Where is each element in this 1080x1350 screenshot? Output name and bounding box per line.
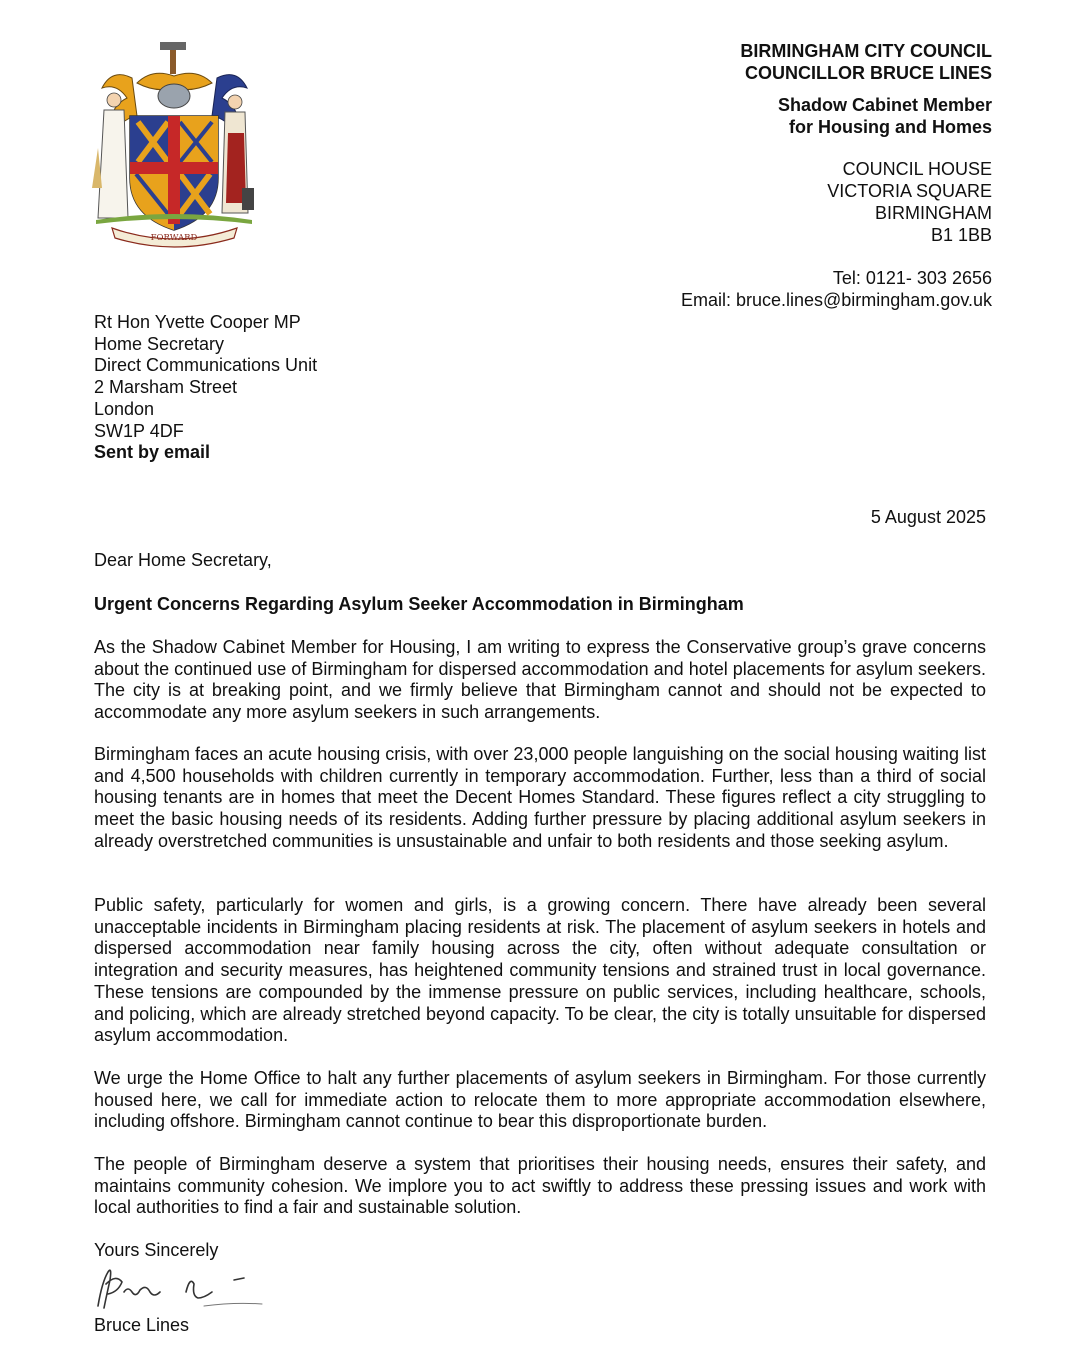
role-line-1: Shadow Cabinet Member [777, 95, 992, 115]
recipient-line: Home Secretary [94, 333, 225, 354]
role-line-2: for Housing and Homes [788, 117, 992, 137]
body-paragraph: As the Shadow Cabinet Member for Housing, I am writing to express the Conservative group’s grave concerns about the continued use of Birmingham for dispersed accommodation and hotel placements for asylum seekers. The city is at breaking point, and we firmly believe that Birmingham cannot and should not be expected to accommodate any more asylum seekers in such arrangements. [94, 637, 986, 723]
councillor-name: COUNCILLOR BRUCE LINES [745, 63, 992, 83]
letter-date: 5 August 2025 [870, 507, 986, 527]
sender-contact [681, 267, 992, 311]
recipient-address [94, 312, 317, 464]
recipient-line: SW1P 4DF [94, 420, 184, 441]
sender-header [740, 40, 992, 84]
recipient-line: Direct Communications Unit [94, 355, 318, 376]
sender-phone: Tel: 0121- 303 2656 [832, 268, 992, 288]
birmingham-crest-logo [92, 38, 257, 248]
body-paragraph: Birmingham faces an acute housing crisis, with over 23,000 people languishing on the social housing waiting list and 4,500 households with children currently in temporary accommodation. Further, less than a third of social housing tenants are in homes that meet the Decent Homes Standard. These figures reflect a city struggling to meet the basic housing needs of its residents. Adding further pressure by placing additional asylum seekers in already overstretched communities is unsustainable and unfair to both residents and those seeking asylum. [94, 744, 986, 851]
address-line: BIRMINGHAM [875, 203, 992, 223]
body-paragraph: The people of Birmingham deserve a system that prioritises their housing needs, ensures their safety, and maintains community cohesion. We implore you to act swiftly to address these pressing issues and work with local authorities to find a fair and sustainable solution. [94, 1154, 986, 1218]
signatory-name: Bruce Lines [94, 1315, 190, 1335]
recipient-line: 2 Marsham Street [94, 377, 238, 398]
subject-line: Urgent Concerns Regarding Asylum Seeker Accommodation in Birmingham [94, 594, 744, 614]
crest-motto: FORWARD [150, 233, 198, 243]
address-line: B1 1BB [930, 225, 992, 245]
address-line: VICTORIA SQUARE [827, 181, 992, 201]
recipient-line: London [94, 398, 155, 419]
sender-role [778, 94, 992, 138]
sender-email: Email: bruce.lines@birmingham.gov.uk [680, 290, 992, 310]
body-paragraph: Public safety, particularly for women and girls, is a growing concern. There have already been several unacceptable incidents in Birmingham placing residents at risk. The placement of asylum seekers in hotels and dispersed accommodation near family housing across the city, often without adequate consultation or integration and security measures, has heightened community tensions and strained trust in local governance. These tensions are compounded by the immense pressure on public services, including healthcare, schools, and policing, which are already stretched beyond capacity. To be clear, the city is totally unsuitable for dispersed asylum accommodation. [94, 895, 986, 1046]
body-paragraph: We urge the Home Office to halt any further placements of asylum seekers in Birmingham. For those currently housed here, we call for immediate action to relocate them to more appropriate accommodation elsewhere, including offshore. Birmingham cannot continue to bear this disproportionate burden. [94, 1068, 986, 1132]
sender-address [827, 158, 992, 246]
delivery-note: Sent by email [94, 442, 211, 463]
salutation: Dear Home Secretary, [94, 550, 272, 570]
address-line: COUNCIL HOUSE [842, 159, 992, 179]
closing: Yours Sincerely [94, 1240, 219, 1260]
recipient-line: Rt Hon Yvette Cooper MP [94, 312, 301, 332]
handwritten-signature [94, 1262, 266, 1314]
council-name: BIRMINGHAM CITY COUNCIL [740, 41, 992, 61]
